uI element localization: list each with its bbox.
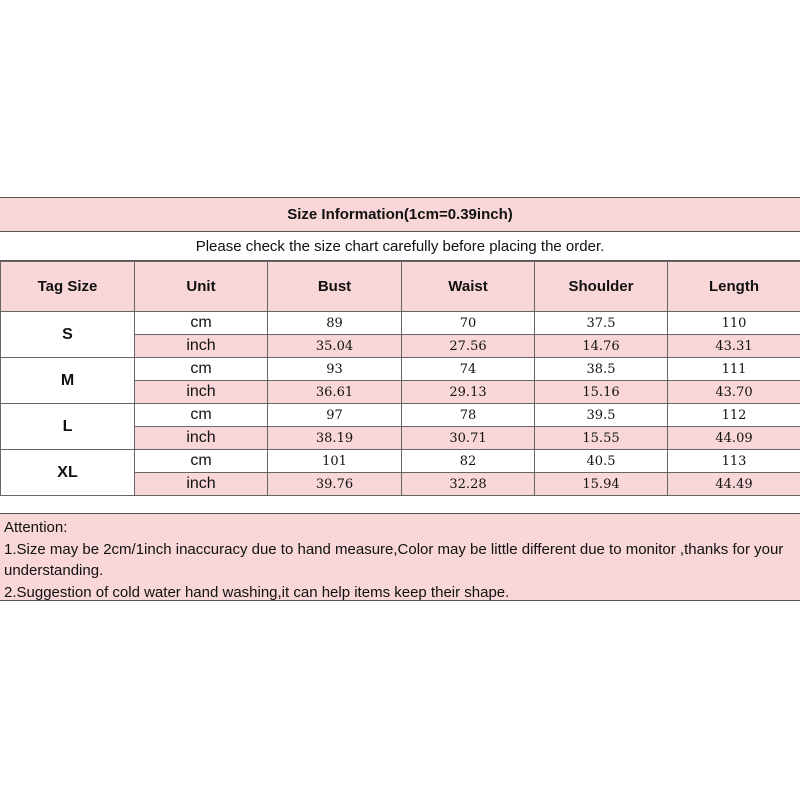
bust-cell: 39.76 bbox=[268, 473, 402, 496]
unit-cell: inch bbox=[135, 473, 268, 496]
length-cell: 111 bbox=[668, 358, 800, 381]
table-row bbox=[1, 450, 800, 473]
waist-cell: 29.13 bbox=[402, 381, 535, 404]
length-cell: 44.49 bbox=[668, 473, 800, 496]
length-cell: 110 bbox=[668, 312, 800, 335]
shoulder-cell: 15.16 bbox=[535, 381, 668, 404]
unit-cell: cm bbox=[135, 312, 268, 335]
unit-cell: inch bbox=[135, 335, 268, 358]
bust-cell: 101 bbox=[268, 450, 402, 473]
bust-cell: 36.61 bbox=[268, 381, 402, 404]
attention-line-2: 2.Suggestion of cold water hand washing,it can help items keep their shape. bbox=[4, 583, 510, 601]
waist-cell: 82 bbox=[402, 450, 535, 473]
table-header-row bbox=[1, 262, 800, 312]
size-table bbox=[0, 261, 800, 496]
shoulder-cell: 40.5 bbox=[535, 450, 668, 473]
unit-cell: cm bbox=[135, 404, 268, 427]
length-cell: 112 bbox=[668, 404, 800, 427]
shoulder-cell: 39.5 bbox=[535, 404, 668, 427]
unit-cell: inch bbox=[135, 381, 268, 404]
header-shoulder: Shoulder bbox=[535, 262, 668, 312]
header-waist: Waist bbox=[402, 262, 535, 312]
waist-cell: 70 bbox=[402, 312, 535, 335]
shoulder-cell: 37.5 bbox=[535, 312, 668, 335]
attention-notes bbox=[0, 513, 800, 601]
table-row bbox=[1, 312, 800, 335]
chart-title: Size Information(1cm=0.39inch) bbox=[0, 197, 800, 232]
table-row bbox=[1, 358, 800, 381]
shoulder-cell: 38.5 bbox=[535, 358, 668, 381]
length-cell: 113 bbox=[668, 450, 800, 473]
attention-line-1: 1.Size may be 2cm/1inch inaccuracy due to hand measure,Color may be little different due to monitor ,thanks for your understanding. bbox=[4, 540, 784, 579]
header-tag-size: Tag Size bbox=[1, 262, 135, 312]
bust-cell: 93 bbox=[268, 358, 402, 381]
bust-cell: 38.19 bbox=[268, 427, 402, 450]
unit-cell: cm bbox=[135, 358, 268, 381]
header-bust: Bust bbox=[268, 262, 402, 312]
waist-cell: 78 bbox=[402, 404, 535, 427]
length-cell: 44.09 bbox=[668, 427, 800, 450]
waist-cell: 30.71 bbox=[402, 427, 535, 450]
table-row bbox=[1, 404, 800, 427]
size-chart bbox=[0, 197, 800, 601]
tag-size-cell: M bbox=[1, 358, 135, 404]
waist-cell: 74 bbox=[402, 358, 535, 381]
attention-heading: Attention: bbox=[4, 519, 68, 536]
order-notice: Please check the size chart carefully before placing the order. bbox=[0, 232, 800, 261]
tag-size-cell: S bbox=[1, 312, 135, 358]
bust-cell: 97 bbox=[268, 404, 402, 427]
shoulder-cell: 15.94 bbox=[535, 473, 668, 496]
bust-cell: 89 bbox=[268, 312, 402, 335]
bust-cell: 35.04 bbox=[268, 335, 402, 358]
shoulder-cell: 14.76 bbox=[535, 335, 668, 358]
unit-cell: cm bbox=[135, 450, 268, 473]
header-unit: Unit bbox=[135, 262, 268, 312]
waist-cell: 27.56 bbox=[402, 335, 535, 358]
tag-size-cell: XL bbox=[1, 450, 135, 496]
length-cell: 43.70 bbox=[668, 381, 800, 404]
length-cell: 43.31 bbox=[668, 335, 800, 358]
shoulder-cell: 15.55 bbox=[535, 427, 668, 450]
unit-cell: inch bbox=[135, 427, 268, 450]
waist-cell: 32.28 bbox=[402, 473, 535, 496]
header-length: Length bbox=[668, 262, 800, 312]
tag-size-cell: L bbox=[1, 404, 135, 450]
